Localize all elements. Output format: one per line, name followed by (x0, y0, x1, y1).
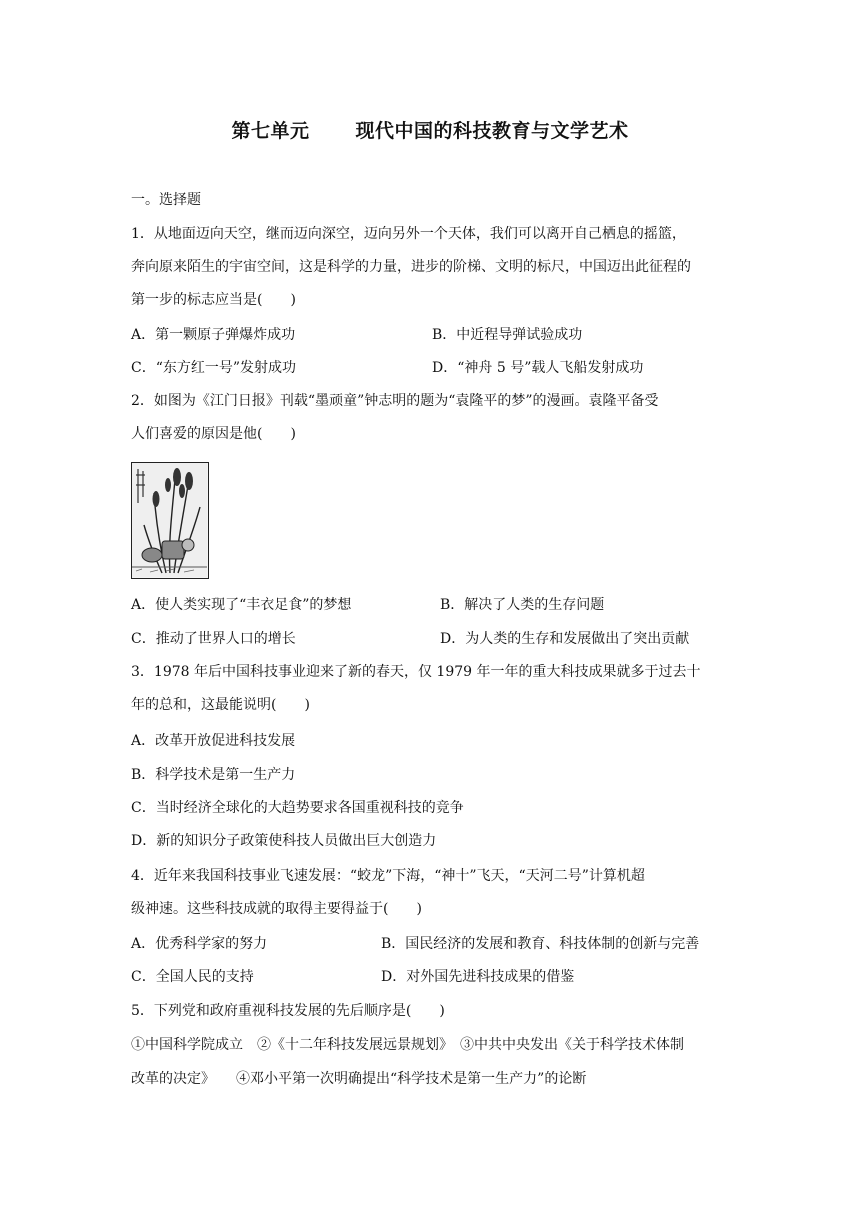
q4-stem-line-1: 4．近年来我国科技事业飞速发展：“蛟龙”下海，“神十”飞天，“天河二号”计算机超 (131, 868, 645, 884)
q4-option-d: D．对外国先进科技成果的借鉴 (381, 969, 575, 985)
rice-cartoon-illustration (132, 463, 207, 577)
q1-stem-line-1: 1．从地面迈向天空，继而迈向深空，迈向另外一个天体，我们可以离开自己栖息的摇篮， (131, 226, 686, 242)
q4-option-a: A．优秀科学家的努力 (131, 936, 268, 952)
q1-option-b: B．中近程导弹试验成功 (432, 327, 583, 343)
page-title (0, 116, 860, 143)
q1-option-c: C．“东方红一号”发射成功 (131, 360, 297, 376)
q1-stem-line-3: 第一步的标志应当是( ) (131, 292, 296, 308)
q4-option-c: C．全国人民的支持 (131, 969, 254, 985)
q3-stem-line-1: 3．1978 年后中国科技事业迎来了新的春天，仅 1979 年一年的重大科技成果就多于过去十 (131, 664, 701, 680)
q2-option-a: A．使人类实现了“丰衣足食”的梦想 (131, 597, 352, 613)
unit-subject: 现代中国的科技教育与文学艺术 (355, 120, 629, 142)
q3-stem-line-2: 年的总和，这最能说明( ) (131, 697, 310, 713)
q3-option-d: D．新的知识分子政策使科技人员做出巨大创造力 (131, 833, 437, 849)
q3-option-a: A．改革开放促进科技发展 (131, 733, 296, 749)
q3-option-c: C．当时经济全球化的大趋势要求各国重视科技的竞争 (131, 800, 464, 816)
q4-option-b: B．国民经济的发展和教育、科技体制的创新与完善 (381, 936, 700, 952)
q5-stem-line-3: 改革的决定》 ④邓小平第一次明确提出“科学技术是第一生产力”的论断 (131, 1071, 587, 1087)
q5-stem-line-2: ①中国科学院成立 ②《十二年科技发展远景规划》 ③中共中央发出《关于科学技术体制 (131, 1037, 684, 1053)
unit-label: 第七单元 (231, 120, 310, 142)
q2-stem-line-1: 2．如图为《江门日报》刊载“墨顽童”钟志明的题为“袁隆平的梦”的漫画。袁隆平备受 (131, 393, 659, 409)
yuan-longping-cartoon-image (131, 462, 209, 579)
q2-option-c: C．推动了世界人口的增长 (131, 631, 296, 647)
q2-option-b: B．解决了人类的生存问题 (440, 597, 605, 613)
q5-stem-line-1: 5．下列党和政府重视科技发展的先后顺序是( ) (131, 1003, 445, 1019)
q4-stem-line-2: 级神速。这些科技成就的取得主要得益于( ) (131, 901, 422, 917)
q1-stem-line-2: 奔向原来陌生的宇宙空间，这是科学的力量，进步的阶梯、文明的标尺，中国迈出此征程的 (131, 259, 691, 275)
q1-option-d: D．“神舟 5 号”载人飞船发射成功 (432, 360, 644, 376)
q2-option-d: D．为人类的生存和发展做出了突出贡献 (440, 631, 690, 647)
section-heading: 一。选择题 (131, 192, 201, 208)
q1-option-a: A．第一颗原子弹爆炸成功 (131, 327, 296, 343)
q2-stem-line-2: 人们喜爱的原因是他( ) (131, 426, 296, 442)
q3-option-b: B．科学技术是第一生产力 (131, 767, 296, 783)
